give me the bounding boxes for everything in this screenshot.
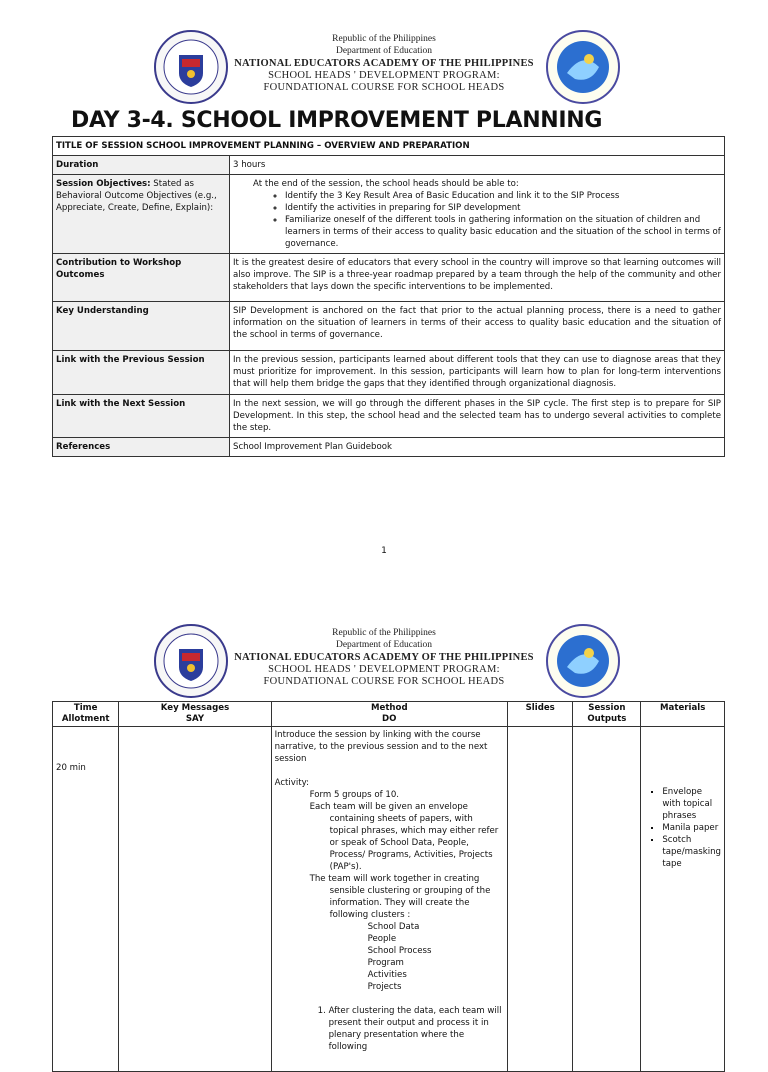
table-row	[53, 137, 725, 156]
materials-list	[644, 786, 721, 870]
materials-header: Materials	[641, 702, 725, 727]
page2-letterhead	[0, 627, 768, 688]
header-program: SCHOOL HEADS ' DEVELOPMENT PROGRAM:	[268, 70, 500, 81]
table-row	[53, 438, 725, 457]
list-item: ▪ Scotch tape/masking tape	[662, 834, 721, 870]
method-form: Form 5 groups of 10.	[309, 790, 400, 800]
next-session-label: Link with the Next Session	[53, 395, 230, 438]
header-department: Department of Education	[335, 640, 433, 650]
references-label: References	[53, 438, 230, 457]
steps-list	[275, 1005, 504, 1053]
list-item: 1. After clustering the data, each team will present their output and process it in plenary presentation where the following	[329, 1005, 504, 1053]
time-cell: 20 min	[53, 727, 119, 1072]
previous-session-value: In the previous session, participants learned about different tools that they can use to diagnose areas that they must prioritize for improvement. In this session, participants will learn how to plan for long-term interventions that will help them bridge the gaps that they identified through organizational diagnosis.	[230, 351, 725, 395]
key-understanding-value: SIP Development is anchored on the fact that prior to the actual planning process, there is a need to gather information on the situation of learners in terms of their access to quality basic education and the situation of the school in terms of governance.	[230, 302, 725, 351]
session-overview-table	[52, 136, 725, 457]
table-row	[53, 727, 725, 1072]
header-academy: NATIONAL EDUCATORS ACADEMY OF THE PHILIPPINES	[234, 58, 534, 69]
objectives-list	[233, 190, 721, 250]
method-cell	[271, 727, 507, 1072]
list-item: Projects	[367, 982, 402, 992]
list-item: School Data	[367, 922, 420, 932]
list-item: Activities	[367, 970, 407, 980]
time-header: Time Allotment	[53, 702, 119, 727]
contribution-value: It is the greatest desire of educators that every school in the country will improve so that learning outcomes will also improve. The SIP is a three-year roadmap prepared by a team through the help of the community and other stakeholders that lays down the specific interventions to be implemented.	[230, 254, 725, 302]
objectives-intro: At the end of the session, the school heads should be able to:	[253, 179, 519, 189]
method-activity: Activity:	[274, 778, 310, 788]
list-item: ◦ Identify the 3 Key Result Area of Basic Education and link it to the SIP Process	[285, 190, 721, 202]
page-number: 1	[381, 546, 387, 556]
materials-cell	[641, 727, 725, 1072]
document-title: DAY 3-4. SCHOOL IMPROVEMENT PLANNING	[71, 108, 603, 133]
session-title-cell: TITLE OF SESSION SCHOOL IMPROVEMENT PLANNING – OVERVIEW AND PREPARATION	[53, 137, 725, 156]
list-item: Program	[367, 958, 404, 968]
header-course: FOUNDATIONAL COURSE FOR SCHOOL HEADS	[263, 676, 505, 687]
key-understanding-label: Key Understanding	[53, 302, 230, 351]
previous-session-label: Link with the Previous Session	[53, 351, 230, 395]
header-republic: Republic of the Philippines	[332, 628, 436, 638]
table-header-row	[53, 702, 725, 727]
header-department: Department of Education	[335, 46, 433, 56]
objectives-value	[230, 175, 725, 254]
page1-letterhead	[0, 33, 768, 94]
list-item: School Process	[367, 946, 432, 956]
activity-table	[52, 701, 725, 1072]
clusters-list	[275, 921, 504, 993]
table-row	[53, 302, 725, 351]
method-team: The team will work together in creating sensible clustering or grouping of the information. They will create the following clusters :	[309, 874, 491, 920]
list-item: ▪ Manila paper	[662, 822, 721, 834]
header-academy: NATIONAL EDUCATORS ACADEMY OF THE PHILIPPINES	[234, 652, 534, 663]
list-item: People	[367, 934, 397, 944]
next-session-value: In the next session, we will go through the different phases in the SIP cycle. The first step is to prepare for SIP Development. In this step, the school head and the selected team has to undergo several activities to complete the step.	[230, 395, 725, 438]
session-outputs-header: Session Outputs	[573, 702, 641, 727]
slides-cell	[507, 727, 573, 1072]
header-program: SCHOOL HEADS ' DEVELOPMENT PROGRAM:	[268, 664, 500, 675]
contribution-label: Contribution to Workshop Outcomes	[53, 254, 230, 302]
header-republic: Republic of the Philippines	[332, 34, 436, 44]
key-messages-header: Key Messages SAY	[119, 702, 271, 727]
references-value: School Improvement Plan Guidebook	[230, 438, 725, 457]
method-envelope: Each team will be given an envelope containing sheets of papers, with topical phrases, which may either refer or speak of School Data, People, Process/ Programs, Activities, Projects (PAP's).	[309, 802, 499, 872]
list-item: ◦ Identify the activities in preparing for SIP development	[285, 202, 721, 214]
list-item: ◦ Familiarize oneself of the different tools in gathering information on the situation of children and learners in terms of their access to quality basic education and the situation of the school in terms of governance.	[285, 214, 721, 250]
duration-label: Duration	[53, 156, 230, 175]
session-outputs-cell	[573, 727, 641, 1072]
table-row	[53, 351, 725, 395]
table-row	[53, 395, 725, 438]
table-row	[53, 175, 725, 254]
duration-value: 3 hours	[230, 156, 725, 175]
table-row	[53, 254, 725, 302]
table-row	[53, 156, 725, 175]
objectives-label: Session Objectives: Stated as Behavioral Outcome Objectives (e.g., Appreciate, Create, Define, Explain):	[53, 175, 230, 254]
method-header: Method DO	[271, 702, 507, 727]
list-item: ▪ Envelope with topical phrases	[662, 786, 721, 822]
key-messages-cell	[119, 727, 271, 1072]
header-course: FOUNDATIONAL COURSE FOR SCHOOL HEADS	[263, 82, 505, 93]
slides-header: Slides	[507, 702, 573, 727]
method-intro: Introduce the session by linking with the course narrative, to the previous session and to the next session	[274, 730, 488, 764]
